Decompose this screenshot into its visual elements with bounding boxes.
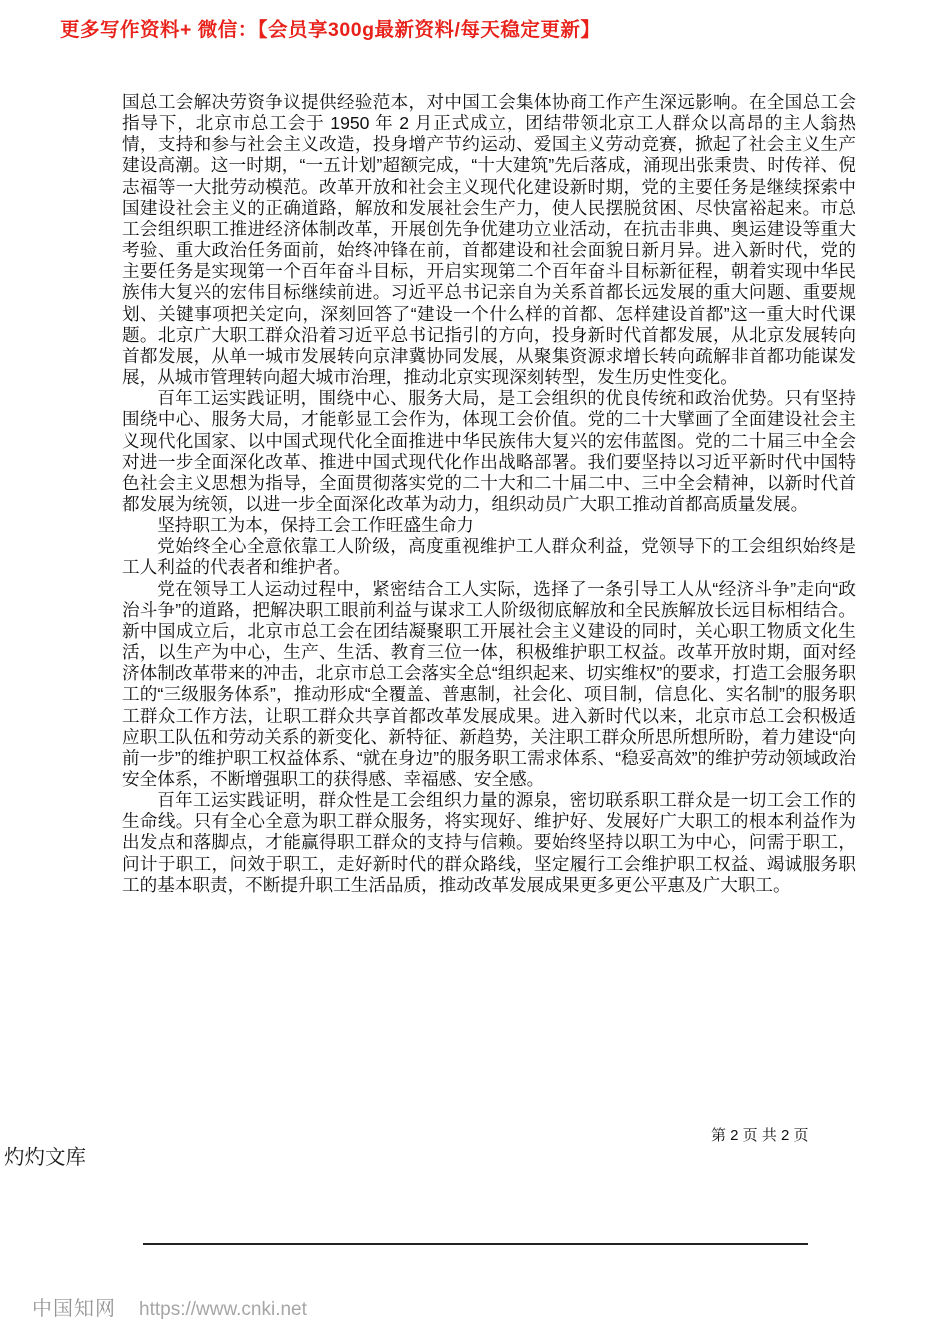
page-indicator: 第 2 页 共 2 页	[711, 1127, 809, 1144]
body-paragraph: 党在领导工人运动过程中，紧密结合工人实际，选择了一条引导工人从“经济斗争”走向“政治斗争”的道路，把解决职工眼前利益与谋求工人阶级彻底解放和全民族解放长远目标相结合。新中国成立后，北京市总工会在团结凝聚职工开展社会主义建设的同时，关心职工物质文化生活，以生产为中心，生产、生活、教育三位一体，积极维护职工权益。改革开放时期，面对经济体制改革带来的冲击，北京市总工会落实全总“组织起来、切实维权”的要求，打造工会服务职工的“三级服务体系”，推动形成“全覆盖、普惠制，社会化、项目制，信息化、实名制”的服务职工群众工作方法，让职工群众共享首都改革发展成果。进入新时代以来，北京市总工会积极适应职工队伍和劳动关系的新变化、新特征、新趋势，关注职工群众所思所想所盼，着力建设“向前一步”的维护职工权益体系、“就在身边”的服务职工需求体系、“稳妥高效”的维护劳动领域政治安全体系，不断增强职工的获得感、幸福感、安全感。	[122, 578, 856, 789]
document-body	[122, 92, 856, 896]
body-paragraph: 国总工会解决劳资争议提供经验范本，对中国工会集体协商工作产生深远影响。在全国总工会指导下，北京市总工会于 1950 年 2 月正式成立，团结带领北京工人群众以高昂的主人翁热情，支持和参与社会主义改造，投身增产节约运动、爱国主义劳动竞赛，掀起了社会主义生产建设高潮。这一时期，“一五计划”超额完成，“十大建筑”先后落成，涌现出张秉贵、时传祥、倪志福等一大批劳动模范。改革开放和社会主义现代化建设新时期，党的主要任务是继续探索中国建设社会主义的正确道路，解放和发展社会生产力，使人民摆脱贫困、尽快富裕起来。市总工会组织职工推进经济体制改革，开展创先争优建功立业活动，在抗击非典、奥运建设等重大考验、重大政治任务面前，始终冲锋在前，首都建设和社会面貌日新月异。进入新时代，党的主要任务是实现第一个百年奋斗目标，开启实现第二个百年奋斗目标新征程，朝着实现中华民族伟大复兴的宏伟目标继续前进。习近平总书记亲自为关系首都长远发展的重大问题、重要规划、关键事项把关定向，深刻回答了“建设一个什么样的首都、怎样建设首都”这一重大时代课题。北京广大职工群众沿着习近平总书记指引的方向，投身新时代首都发展，从北京发展转向首都发展，从单一城市发展转向京津冀协同发展，从聚集资源求增长转向疏解非首都功能谋发展，从城市管理转向超大城市治理，推动北京实现深刻转型，发生历史性变化。	[122, 92, 856, 388]
body-paragraph: 百年工运实践证明，群众性是工会组织力量的源泉，密切联系职工群众是一切工会工作的生命线。只有全心全意为职工群众服务，将实现好、维护好、发展好广大职工的根本利益作为出发点和落脚点，才能赢得职工群众的支持与信赖。要始终坚持以职工为中心，问需于职工，问计于职工，问效于职工，走好新时代的群众路线，坚定履行工会维护职工权益、竭诚服务职工的基本职责，不断提升职工生活品质，推动改革发展成果更多更公平惠及广大职工。	[122, 790, 856, 895]
cnki-watermark	[32, 1292, 307, 1321]
section-heading: 坚持职工为本，保持工会工作旺盛生命力	[157, 515, 474, 536]
footer-divider	[143, 1243, 808, 1245]
cnki-logo-text: 中国知网	[32, 1298, 116, 1320]
cnki-url: https://www.cnki.net	[139, 1299, 307, 1320]
body-paragraph: 党始终全心全意依靠工人阶级，高度重视维护工人群众利益，党领导下的工会组织始终是工人利益的代表者和维护者。	[122, 536, 856, 578]
promo-header-text: 更多写作资料+ 微信：【会员享300g最新资料/每天稳定更新】	[60, 19, 601, 41]
body-paragraph: 百年工运实践证明，围绕中心、服务大局，是工会组织的优良传统和政治优势。只有坚持围绕中心、服务大局，才能彰显工会作为，体现工会价值。党的二十大擘画了全面建设社会主义现代化国家、以中国式现代化全面推进中华民族伟大复兴的宏伟蓝图。党的二十届三中全会对进一步全面深化改革、推进中国式现代化作出战略部署。我们要坚持以习近平新时代中国特色社会主义思想为指导，全面贯彻落实党的二十大和二十届二中、三中全会精神，以新时代首都发展为统领，以进一步全面深化改革为动力，组织动员广大职工推动首都高质量发展。	[122, 388, 856, 514]
library-watermark: 灼灼文库	[4, 1146, 86, 1169]
